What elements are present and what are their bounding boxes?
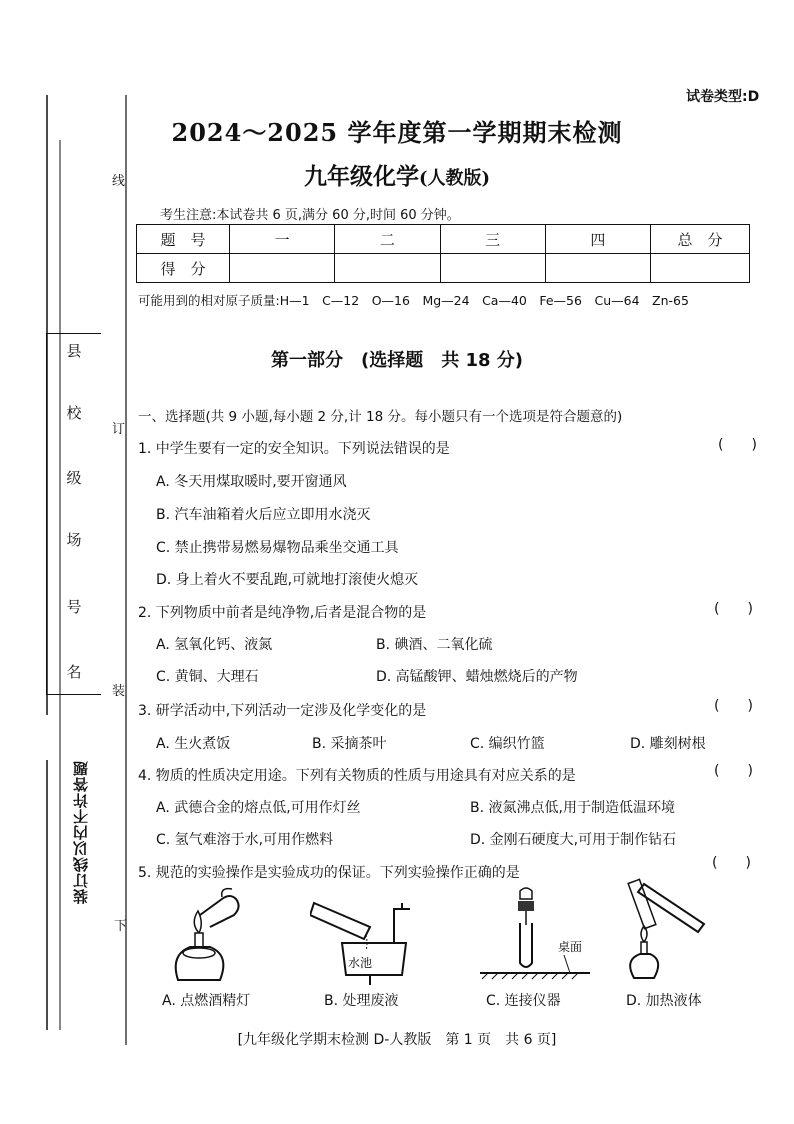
page-footer: [九年级化学期末检测 D-人教版 第 1 页 共 6 页] bbox=[237, 1032, 557, 1048]
header-cell: 四 bbox=[545, 225, 650, 254]
exam-title: 2024～2025 学年度第一学期期末检测 bbox=[171, 118, 623, 147]
q1-option-d: D. 身上着火不要乱跑,可就地打滚使火熄灭 bbox=[156, 572, 419, 588]
score-table-row bbox=[137, 254, 750, 283]
q5-option-a: A. 点燃酒精灯 bbox=[162, 993, 251, 1009]
score-cell[interactable] bbox=[440, 254, 545, 283]
paper-type-tag: 试卷类型:D bbox=[686, 89, 760, 105]
q1-option-a: A. 冬天用煤取暖时,要开窗通风 bbox=[156, 474, 347, 490]
q3-option-d: D. 雕刻树根 bbox=[630, 736, 706, 752]
answer-paren[interactable]: ( ) bbox=[714, 601, 753, 617]
cut-mark-xian: 线 bbox=[112, 174, 126, 189]
edition: (人教版) bbox=[418, 168, 491, 189]
q2-option-b: B. 碘酒、二氧化硫 bbox=[376, 637, 493, 653]
question-1-stem: 1. 中学生要有一定的安全知识。下列说法错误的是 bbox=[138, 441, 450, 457]
question-5-stem: 5. 规范的实验操作是实验成功的保证。下列实验操作正确的是 bbox=[138, 865, 520, 881]
q5-option-d: D. 加热液体 bbox=[626, 993, 702, 1009]
question-4-stem: 4. 物质的性质决定用途。下列有关物质的性质与用途具有对应关系的是 bbox=[138, 768, 576, 784]
score-table bbox=[136, 224, 750, 283]
part-title: 第一部分 (选择题 共 18 分) bbox=[270, 350, 524, 371]
student-info-box bbox=[46, 333, 101, 695]
lighting-alcohol-lamp-figure bbox=[160, 885, 250, 985]
score-cell[interactable] bbox=[545, 254, 650, 283]
table-label: 桌面 bbox=[558, 940, 583, 954]
cut-mark-xia: 下 bbox=[114, 919, 128, 934]
label-class: 级 bbox=[66, 469, 82, 487]
sink-label: 水池 bbox=[348, 956, 373, 970]
header-cell: 一 bbox=[230, 225, 335, 254]
section-heading: 一、选择题(共 9 小题,每小题 2 分,计 18 分。每小题只有一个选项是符合题意的) bbox=[138, 409, 623, 425]
q5-option-c: C. 连接仪器 bbox=[486, 993, 561, 1009]
label-name: 名 bbox=[66, 663, 82, 681]
cut-mark-ding: 订 bbox=[112, 422, 126, 437]
score-cell[interactable] bbox=[230, 254, 335, 283]
header-cell: 二 bbox=[335, 225, 440, 254]
answer-paren[interactable]: ( ) bbox=[718, 437, 757, 453]
q4-option-a: A. 武德合金的熔点低,可用作灯丝 bbox=[156, 800, 361, 816]
binding-warning: 装订线以内不许答题 bbox=[72, 760, 90, 904]
exam-subtitle bbox=[0, 158, 794, 191]
q4-option-b: B. 液氮沸点低,用于制造低温环境 bbox=[470, 800, 675, 816]
score-cell[interactable] bbox=[335, 254, 440, 283]
row-label: 得 分 bbox=[137, 254, 230, 283]
question-2-stem: 2. 下列物质中前者是纯净物,后者是混合物的是 bbox=[138, 605, 427, 621]
q2-option-a: A. 氢氧化钙、液氮 bbox=[156, 637, 273, 653]
label-school: 校 bbox=[66, 404, 82, 422]
q4-option-c: C. 氢气难溶于水,可用作燃料 bbox=[156, 832, 334, 848]
answer-paren[interactable]: ( ) bbox=[714, 698, 753, 714]
q1-option-c: C. 禁止携带易燃易爆物品乘坐交通工具 bbox=[156, 540, 399, 556]
score-table-header bbox=[137, 225, 750, 254]
atomic-mass-line: 可能用到的相对原子质量:H—1 C—12 O—16 Mg—24 Ca—40 Fe—56 Cu—64 Zn-65 bbox=[138, 293, 689, 308]
header-cell: 总 分 bbox=[651, 225, 750, 254]
cut-mark-zhuang: 装 bbox=[112, 684, 126, 699]
label-exam-room: 场 bbox=[66, 531, 82, 549]
q3-option-c: C. 编织竹篮 bbox=[470, 736, 545, 752]
answer-paren[interactable]: ( ) bbox=[714, 763, 753, 779]
exam-notice: 考生注意:本试卷共 6 页,满分 60 分,时间 60 分钟。 bbox=[160, 208, 460, 223]
waste-disposal-figure bbox=[310, 893, 420, 988]
answer-paren[interactable]: ( ) bbox=[712, 855, 751, 871]
q2-option-d: D. 高锰酸钾、蜡烛燃烧后的产物 bbox=[376, 669, 578, 685]
q2-option-c: C. 黄铜、大理石 bbox=[156, 669, 259, 685]
subject: 九年级化学 bbox=[303, 164, 419, 190]
header-cell: 题 号 bbox=[137, 225, 230, 254]
q3-option-b: B. 采摘茶叶 bbox=[312, 736, 387, 752]
q5-option-b: B. 处理废液 bbox=[324, 993, 399, 1009]
q3-option-a: A. 生火煮饭 bbox=[156, 736, 231, 752]
header-cell: 三 bbox=[440, 225, 545, 254]
q4-option-d: D. 金刚石硬度大,可用于制作钻石 bbox=[470, 832, 677, 848]
heating-liquid-figure bbox=[620, 878, 710, 983]
connecting-apparatus-figure bbox=[470, 885, 600, 985]
label-seat-number: 号 bbox=[66, 598, 82, 616]
question-3-stem: 3. 研学活动中,下列活动一定涉及化学变化的是 bbox=[138, 703, 427, 719]
score-cell[interactable] bbox=[651, 254, 750, 283]
label-county: 县 bbox=[66, 342, 82, 360]
q1-option-b: B. 汽车油箱着火后应立即用水浇灭 bbox=[156, 507, 371, 523]
